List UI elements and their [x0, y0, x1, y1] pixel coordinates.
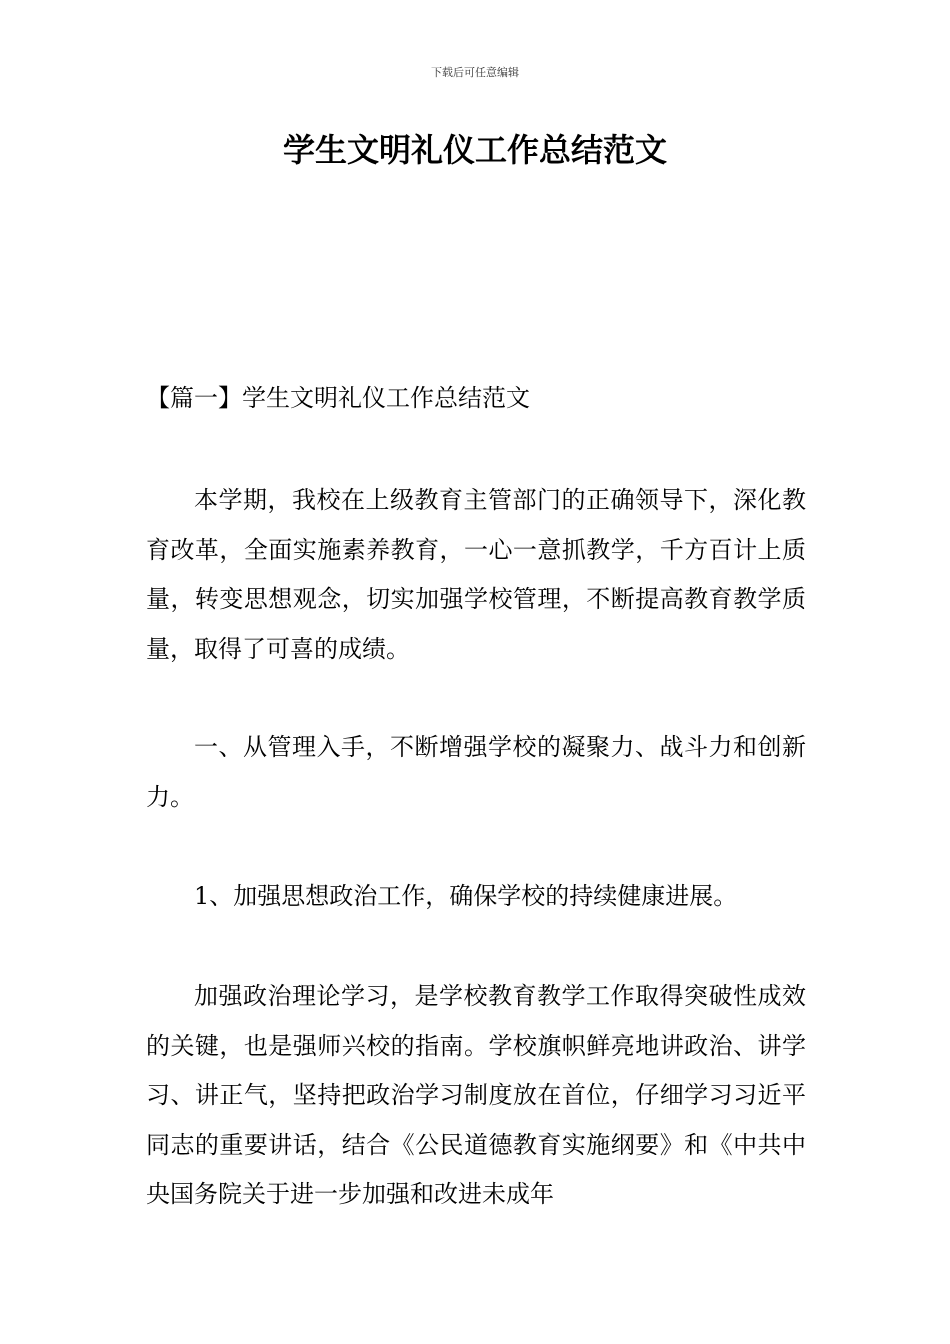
section-heading: 【篇一】学生文明礼仪工作总结范文: [146, 384, 530, 412]
paragraph-political-study: 加强政治理论学习，是学校教育教学工作取得突破性成效的关键，也是强师兴校的指南。学校旗帜鲜亮地讲政治、讲学习、讲正气，坚持把政治学习制度放在首位，仔细学习习近平同志的重要讲话，结合《公民道德教育实施纲要》和《中共中央国务院关于进一步加强和改进未成年: [146, 982, 806, 1208]
document-title: 学生文明礼仪工作总结范文: [282, 131, 667, 169]
header-note: 下载后可任意编辑: [431, 66, 519, 79]
paragraph-subheading-1: 1、加强思想政治工作，确保学校的持续健康进展。: [194, 882, 738, 910]
paragraph-intro: 本学期，我校在上级教育主管部门的正确领导下，深化教育改革，全面实施素养教育，一心一意抓教学，千方百计上质量，转变思想观念，切实加强学校管理，不断提高教育教学质量，取得了可喜的成绩。: [146, 486, 806, 663]
paragraph-management: 一、从管理入手，不断增强学校的凝聚力、战斗力和创新力。: [146, 733, 806, 811]
